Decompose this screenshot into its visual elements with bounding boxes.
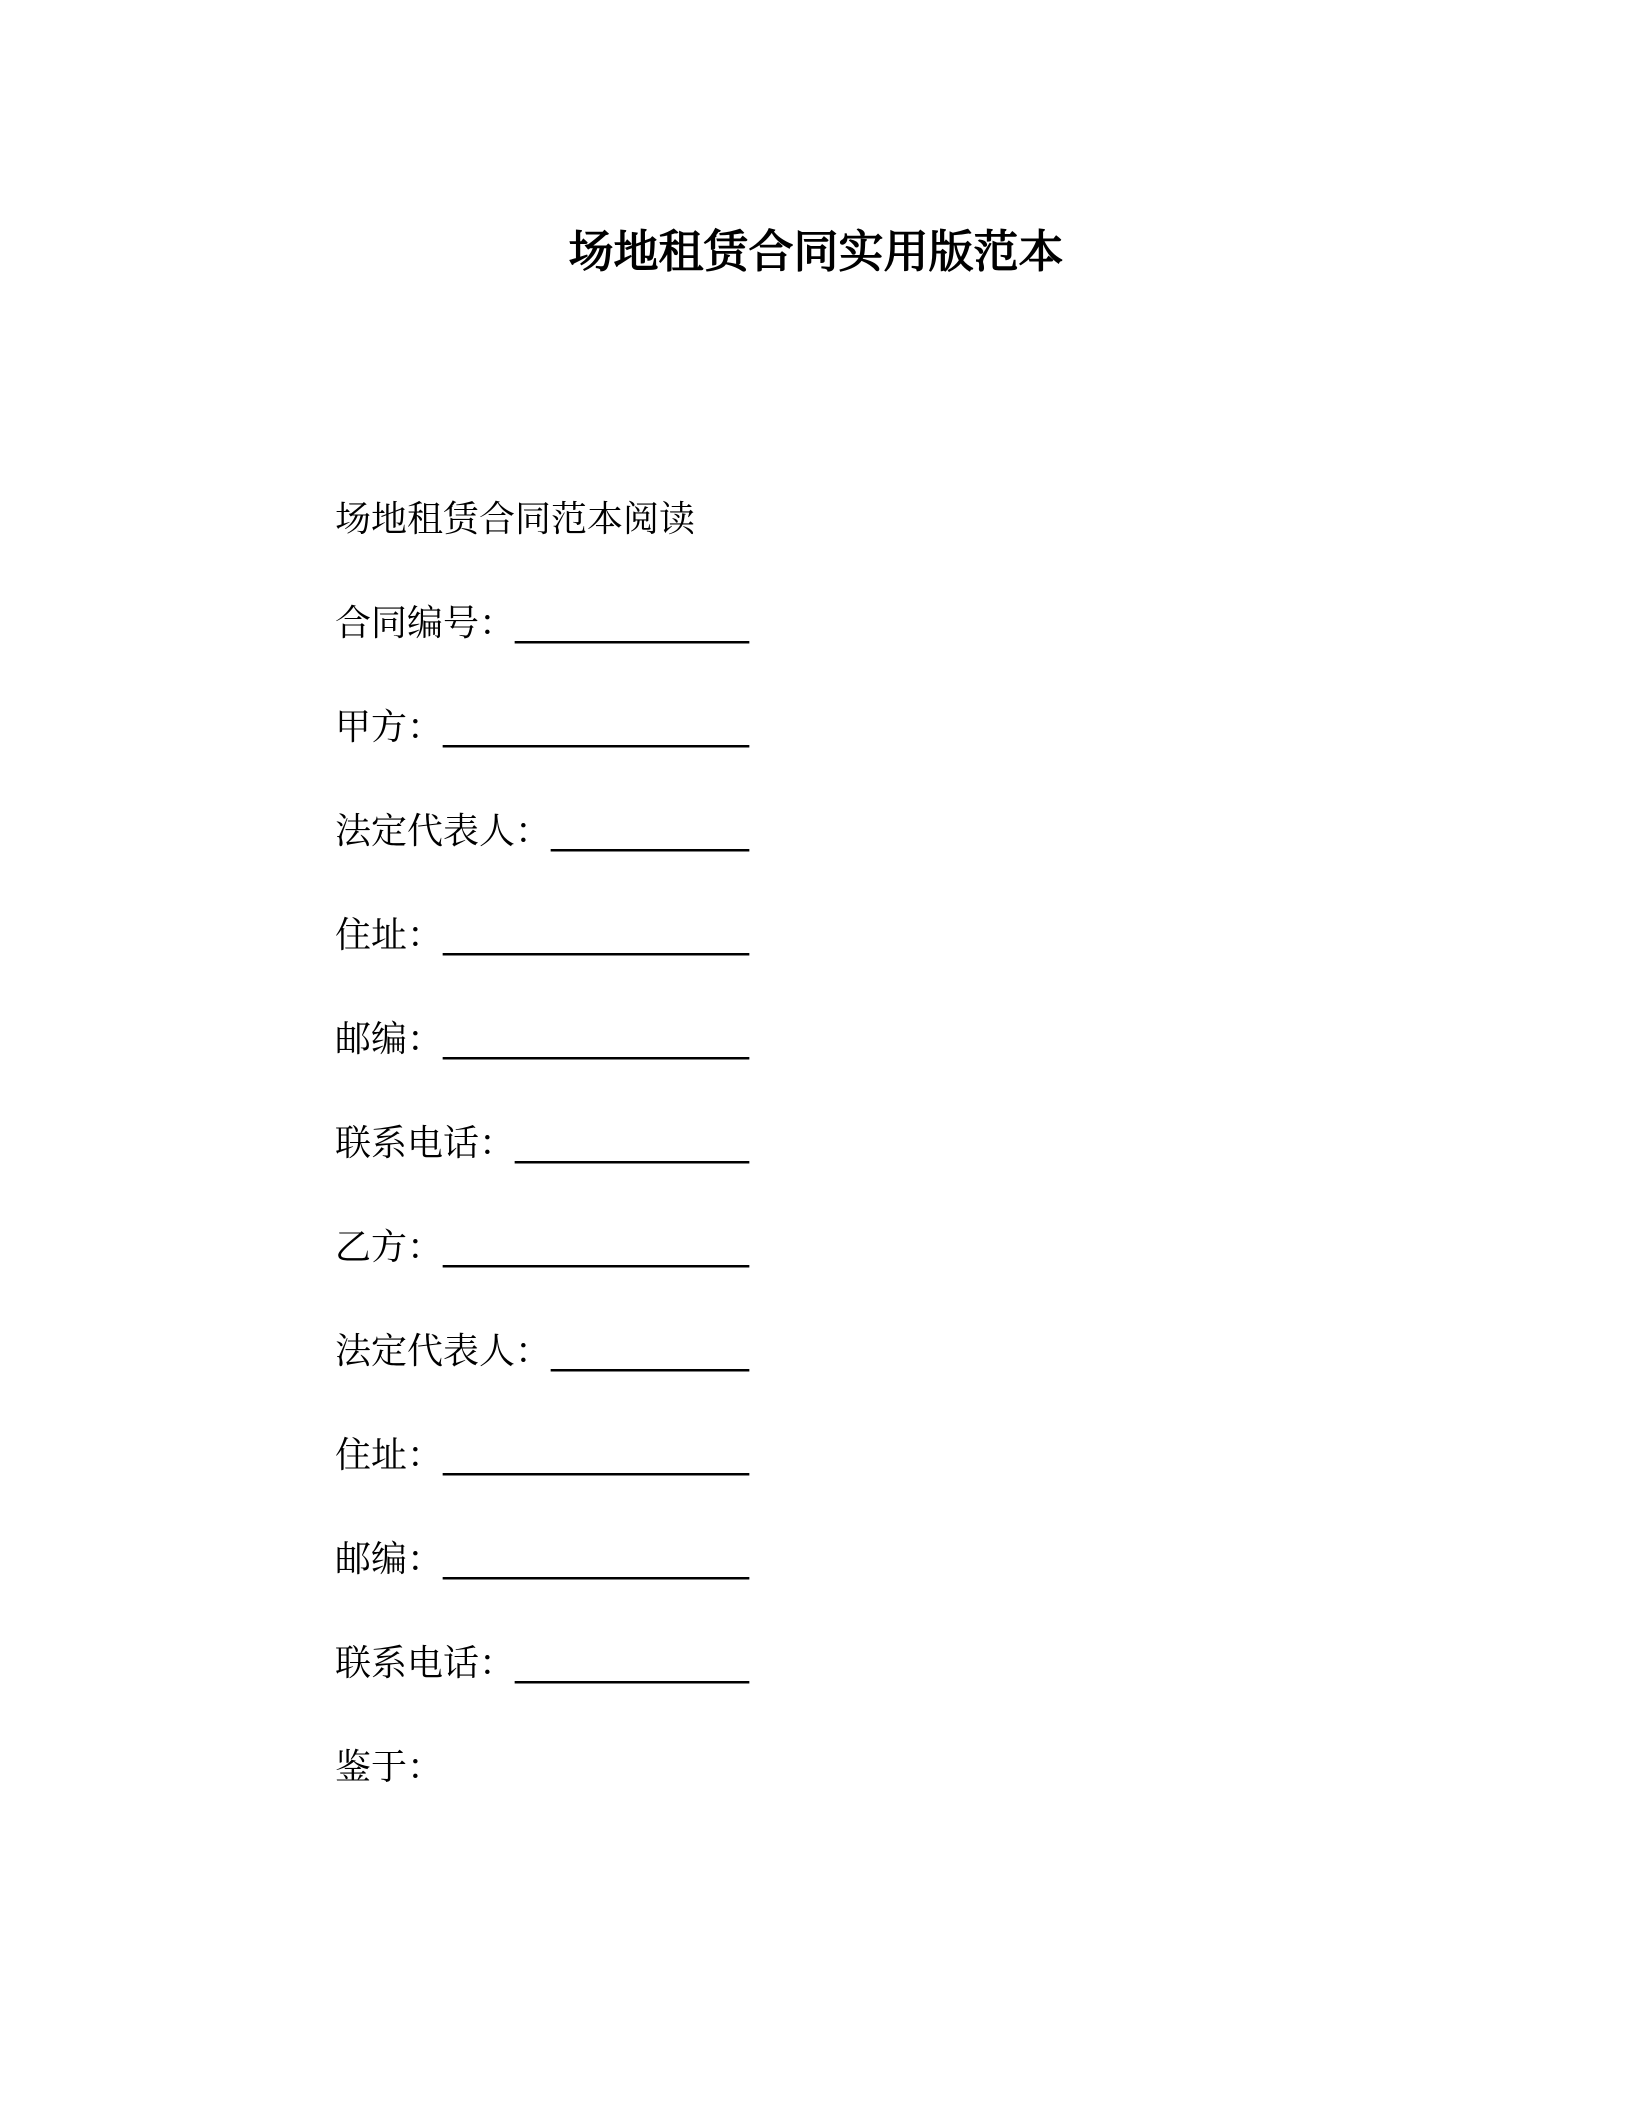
party-b-postcode-line xyxy=(335,1530,749,1634)
party-b-line xyxy=(335,1218,749,1322)
form-fields xyxy=(335,490,749,1842)
party-b-label: 乙方： xyxy=(335,1227,444,1268)
party-a-postcode-blank: _________________ xyxy=(443,1019,750,1060)
party-b-address-label: 住址： xyxy=(335,1435,444,1476)
party-a-address-line xyxy=(335,906,749,1010)
party-b-representative-line xyxy=(335,1322,749,1426)
party-b-address-line xyxy=(335,1426,749,1530)
party-a-line xyxy=(335,698,749,802)
party-b-phone-blank: _____________ xyxy=(515,1643,750,1684)
party-b-postcode-label: 邮编： xyxy=(335,1539,444,1580)
contract-number-line xyxy=(335,594,749,698)
party-a-representative-line xyxy=(335,802,749,906)
intro-text: 场地租赁合同范本阅读 xyxy=(335,499,696,540)
party-a-postcode-label: 邮编： xyxy=(335,1019,444,1060)
party-a-phone-line xyxy=(335,1114,749,1218)
party-b-postcode-blank: _________________ xyxy=(443,1539,750,1580)
intro-line xyxy=(335,490,749,594)
party-a-representative-label: 法定代表人： xyxy=(335,811,552,852)
party-a-phone-label: 联系电话： xyxy=(335,1123,516,1164)
party-b-representative-blank: ___________ xyxy=(551,1331,750,1372)
party-b-representative-label: 法定代表人： xyxy=(335,1331,552,1372)
party-a-representative-blank: ___________ xyxy=(551,811,750,852)
party-a-address-label: 住址： xyxy=(335,915,444,956)
party-b-blank: _________________ xyxy=(443,1227,750,1268)
whereas-label: 鉴于： xyxy=(335,1747,444,1788)
contract-number-label: 合同编号： xyxy=(335,603,516,644)
document-title: 场地租赁合同实用版范本 xyxy=(568,225,1064,278)
contract-number-blank: _____________ xyxy=(515,603,750,644)
party-a-address-blank: _________________ xyxy=(443,915,750,956)
party-a-postcode-line xyxy=(335,1010,749,1114)
party-a-phone-blank: _____________ xyxy=(515,1123,750,1164)
party-b-phone-line xyxy=(335,1634,749,1738)
party-b-address-blank: _________________ xyxy=(443,1435,750,1476)
whereas-line xyxy=(335,1738,749,1842)
party-a-label: 甲方： xyxy=(335,707,444,748)
party-b-phone-label: 联系电话： xyxy=(335,1643,516,1684)
party-a-blank: _________________ xyxy=(443,707,750,748)
